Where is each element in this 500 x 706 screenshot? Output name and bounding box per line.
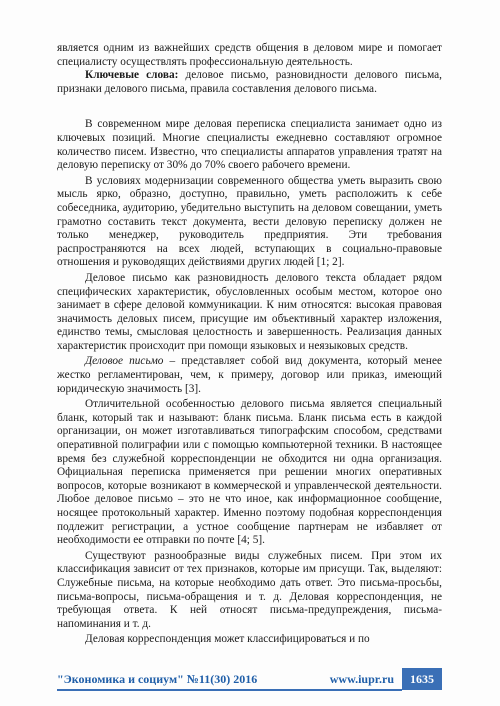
keywords-text: деловое письмо, разновидности делового письма, признаки делового письма, правила составления делового письма. — [57, 69, 442, 95]
page-footer — [57, 668, 442, 690]
definition-text: – представляет собой вид документа, который менее жестко регламентирован, чем, к примеру, договор или приказ, имеющий юридическую значимость [3]. — [57, 355, 443, 395]
section-gap — [57, 96, 442, 116]
definition-term: Деловое письмо — [85, 355, 164, 368]
journal-citation: "Экономика и социум" №11(30) 2016 — [57, 671, 258, 686]
body-paragraph: Существуют разнообразные виды служебных писем. При этом их классификация зависит от тех признаков, которые им присущи. Так, выделяют: Служебные письма, на которые необходимо дать ответ. Это письма-просьбы, письма-вопросы, письма-обращения и т. д. Деловая корреспонденция, не требующая ответа. К ней относят письма-предупреждения, письма-напоминания и т. д. — [57, 549, 442, 630]
body-paragraph: В современном мире деловая переписка специалиста занимает одно из ключевых позиций. Многие специалисты ежедневно составляют огромное количество писем. Известно, что специалисты аппаратов управления тратят на деловую переписку от 30% до 70% своего рабочего времени. — [57, 118, 442, 172]
body-paragraph: Деловая корреспонденция может классифицироваться и по — [85, 633, 370, 646]
intro-paragraph: является одним из важнейших средств общения в деловом мире и помогает специалисту осуществлять профессиональную деятельность. — [57, 42, 442, 68]
footer-divider — [57, 689, 402, 691]
keywords-paragraph — [57, 69, 442, 96]
definition-paragraph — [57, 355, 442, 396]
page-number-badge: 1635 — [402, 668, 442, 690]
article-body — [57, 42, 442, 647]
keywords-label: Ключевые слова: — [85, 69, 179, 82]
journal-website-link[interactable]: www.iupr.ru — [329, 671, 394, 686]
body-paragraph: Деловое письмо как разновидность делового текста обладает рядом специфических характеристик, обусловленных особым местом, которое оно занимает в сфере деловой коммуникации. К ним относятся: высокая правовая значимость деловых писем, присущие им объективный характер изложения, единство темы, смысловая целостность и завершенность. Реализация данных характеристик происходит при помощи языковых и неязыковых средств. — [57, 271, 442, 352]
body-paragraph: В условиях модернизации современного общества уметь выразить свою мысль ярко, образно, доступно, правильно, уметь расположить к себе собеседника, аудиторию, убедительно выступить на деловом совещании, уметь грамотно составить текст документа, вести деловую переписку должен не только менеджер, руководитель предприятия. Эти требования распространяются на всех людей, вступающих в социально-правовые отношения и руководящих действиями других людей [1; 2]. — [57, 174, 442, 269]
body-paragraph: Отличительной особенностью делового письма является специальный бланк, который так и называют: бланк письма. Бланк письма есть в каждой организации, он может изготавливаться типографским способом, средствами оперативной полиграфии или с помощью компьютерной техники. В настоящее время без служебной корреспонденции не обходится ни одна организация. Официальная переписка применяется при решении многих оперативных вопросов, которые возникают в коммерческой и управленческой деятельности. Любое деловое письмо – это не что иное, как информационное сообщение, носящее протокольный характер. Именно поэтому подобная корреспонденция подлежит регистрации, а устное сообщение партнерам не избавляет от необходимости ее отправки по почте [4; 5]. — [57, 398, 442, 547]
